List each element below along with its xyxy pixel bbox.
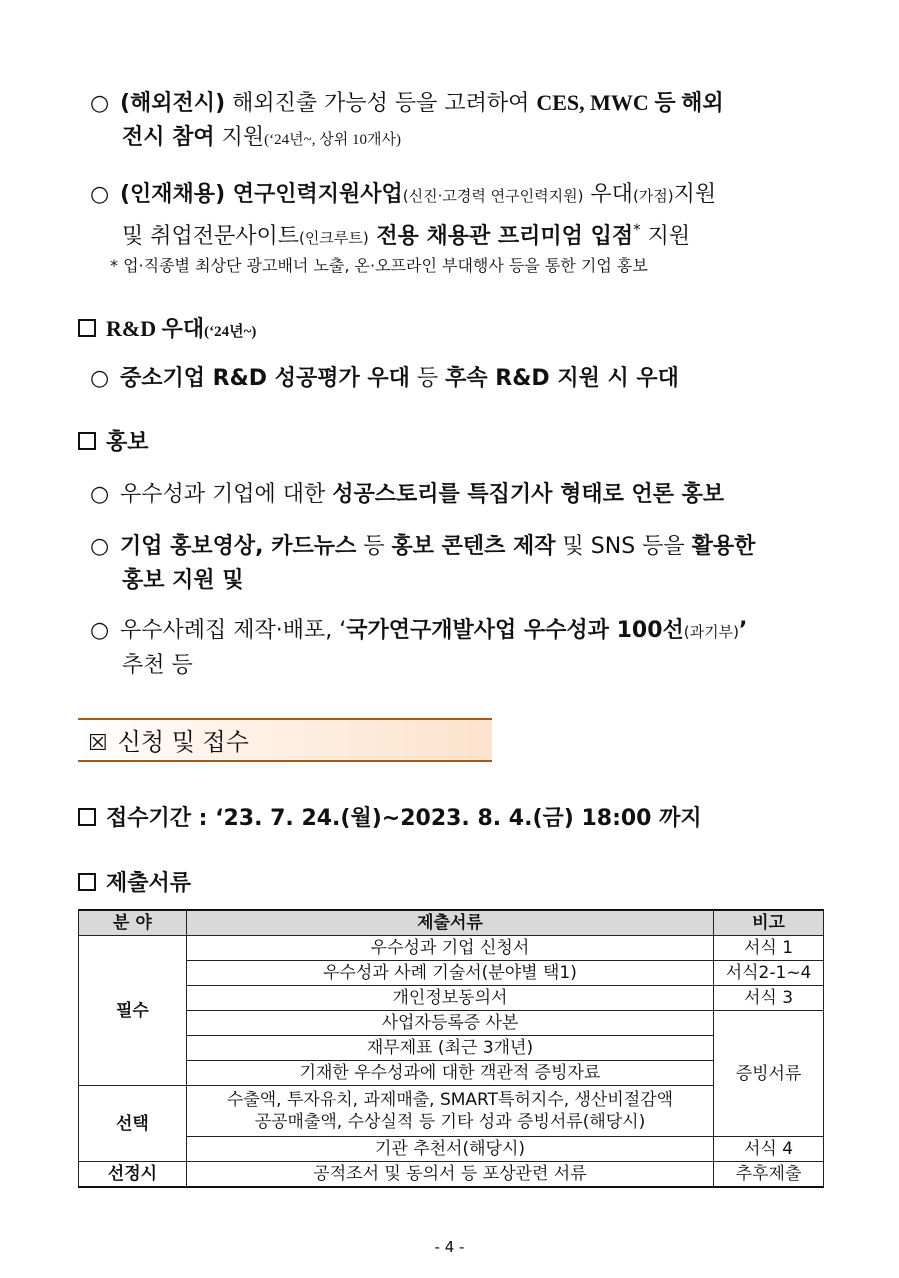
table-row: 사업자등록증 사본 증빙서류 (79, 1011, 824, 1036)
checkbox-square-icon (78, 808, 96, 826)
casebook-paragraph: ○ 우수사례집 제작·배포, ‘국가연구개발사업 우수성과 100선(과기부)’ 추천 등 (90, 614, 835, 683)
talent-recruitment-paragraph: ○ (인재채용) 연구인력지원사업(신진·고경력 연구인력지원) 우대(가점)지원 및 취업전문사이트(인크루트) 전용 채용관 프리미엄 입점* 지원 (90, 178, 835, 255)
page-number: - 4 - (434, 1238, 465, 1256)
promotion-heading: 홍보 (78, 428, 149, 458)
circle-bullet: ○ (90, 534, 110, 559)
circle-bullet: ○ (90, 482, 110, 507)
checked-box-icon: ☒ (88, 731, 108, 756)
table-row: 기재한 우수성과에 대한 객관적 증빙자료 (79, 1061, 824, 1086)
table-row: 우수성과 사례 기술서(분야별 택1) 서식2-1~4 (79, 961, 824, 986)
table-row: 기관 추천서(해당시) 서식 4 (79, 1137, 824, 1162)
column-header-documents: 제출서류 (186, 910, 713, 936)
category-selected: 선정시 (79, 1162, 187, 1188)
evidence-remark: 증빙서류 (714, 1011, 824, 1137)
reception-period-heading: 접수기간 : ‘23. 7. 24.(월)~2023. 8. 4.(금) 18:00 까지 (78, 804, 702, 834)
checkbox-square-icon (78, 432, 96, 450)
column-header-category: 분 야 (79, 910, 187, 936)
table-header-row (79, 910, 824, 936)
table-row: 개인정보동의서 서식 3 (79, 986, 824, 1011)
circle-bullet: ○ (90, 366, 110, 391)
submission-documents-table (78, 909, 824, 1188)
category-required: 필수 (79, 936, 187, 1086)
column-header-remarks: 비고 (714, 910, 824, 936)
rd-paragraph: ○ 중소기업 R&D 성공평가 우대 등 후속 R&D 지원 시 우대 (90, 362, 835, 396)
category-optional: 선택 (79, 1086, 187, 1162)
press-promotion-paragraph: ○ 우수성과 기업에 대한 성공스토리를 특집기사 형태로 언론 홍보 (90, 478, 835, 512)
checkbox-square-icon (78, 319, 96, 337)
table-row: 선택 수출액, 투자유치, 과제매출, SMART특허지수, 생산비절감액 공공매출액, 수상실적 등 기타 성과 증빙서류(해당시) (79, 1086, 824, 1137)
section-banner (78, 718, 492, 762)
circle-bullet: ○ (90, 182, 110, 207)
circle-bullet: ○ (90, 91, 110, 116)
rd-preference-heading: R&D 우대(‘24년~) (78, 314, 256, 347)
submission-documents-heading: 제출서류 (78, 869, 191, 899)
table-row: 재무제표 (최근 3개년) (79, 1036, 824, 1061)
section-title: 신청 및 접수 (117, 728, 249, 756)
table-row: 선정시 공적조서 및 동의서 등 포상관련 서류 추후제출 (79, 1162, 824, 1188)
footnote: * 업·직종별 최상단 광고배너 노출, 온·오프라인 부대행사 등을 통한 기업 홍보 (110, 256, 648, 275)
table-row: 필수 우수성과 기업 신청서 서식 1 (79, 936, 824, 961)
checkbox-square-icon (78, 873, 96, 891)
overseas-exhibition-paragraph: ○ (해외전시) 해외진출 가능성 등을 고려하여 CES, MWC 등 해외 전시 참여 지원(‘24년~, 상위 10개사) (90, 86, 835, 157)
content-promotion-paragraph: ○ 기업 홍보영상, 카드뉴스 등 홍보 콘텐츠 제작 및 SNS 등을 활용한 홍보 지원 및 (90, 530, 835, 598)
circle-bullet: ○ (90, 618, 110, 643)
